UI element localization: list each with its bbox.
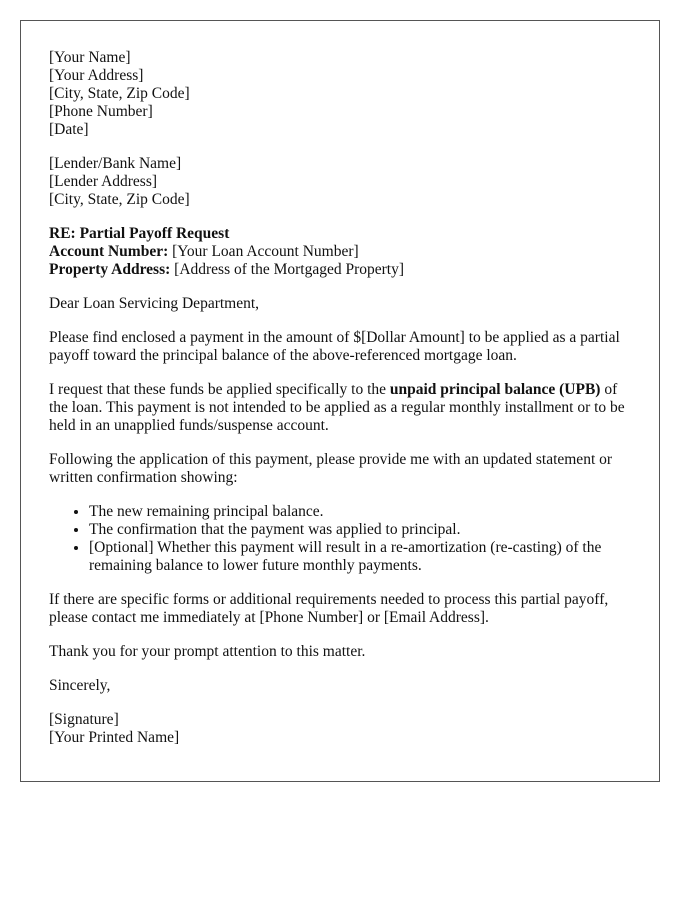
- paragraph-thanks: Thank you for your prompt attention to this matter.: [49, 643, 366, 660]
- sender-block: [49, 49, 639, 139]
- recipient-city-state-zip: [City, State, Zip Code]: [49, 191, 190, 208]
- sender-name: [Your Name]: [49, 49, 131, 66]
- list-item: • The new remaining principal balance.: [89, 503, 639, 521]
- letter-date: [Date]: [49, 121, 89, 138]
- sender-city-state-zip: [City, State, Zip Code]: [49, 85, 190, 102]
- signature: [Signature]: [49, 711, 119, 728]
- confirmation-list: [49, 503, 639, 575]
- salutation: Dear Loan Servicing Department,: [49, 295, 260, 312]
- sender-address: [Your Address]: [49, 67, 144, 84]
- signature-block: [49, 711, 639, 747]
- property-address-line: [49, 261, 639, 279]
- paragraph-payment: Please find enclosed a payment in the amount of $[Dollar Amount] to be applied as a partial payoff toward the principal balance of the above-referenced mortgage loan.: [49, 329, 620, 364]
- property-address-value: [Address of the Mortgaged Property]: [170, 261, 405, 278]
- paragraph-upb-tail: of the loan. This payment is not intended to be applied as a regular monthly installment or to be held in an unapplied funds/suspense account.: [49, 381, 625, 434]
- account-number-line: [49, 243, 639, 261]
- reference-block: [49, 225, 639, 279]
- paragraph-upb: [49, 381, 639, 435]
- recipient-block: [49, 155, 639, 209]
- upb-emphasis: unpaid principal balance (UPB): [389, 381, 601, 398]
- recipient-address: [Lender Address]: [49, 173, 158, 190]
- account-number-value: [Your Loan Account Number]: [168, 243, 359, 260]
- paragraph-upb-lead: I request that these funds be applied specifically to the: [49, 381, 390, 398]
- subject-text: RE: Partial Payoff Request: [49, 225, 230, 242]
- sign-off: Sincerely,: [49, 677, 111, 694]
- sender-phone: [Phone Number]: [49, 103, 153, 120]
- account-number-label: Account Number:: [49, 243, 169, 260]
- paragraph-contact: If there are specific forms or additional requirements needed to process this partial payoff, please contact me immediately at [Phone Number] or [Email Address].: [49, 591, 609, 626]
- subject-line: [49, 225, 639, 243]
- list-item: • The confirmation that the payment was applied to principal.: [89, 521, 639, 539]
- letter-page: [20, 20, 660, 782]
- paragraph-confirmation: Following the application of this payment, please provide me with an updated statement or written confirmation showing:: [49, 451, 613, 486]
- printed-name: [Your Printed Name]: [49, 729, 180, 746]
- recipient-name: [Lender/Bank Name]: [49, 155, 182, 172]
- property-address-label: Property Address:: [49, 261, 171, 278]
- list-item: • [Optional] Whether this payment will result in a re-amortization (re-casting) of the remaining balance to lower future monthly payments.: [89, 539, 639, 575]
